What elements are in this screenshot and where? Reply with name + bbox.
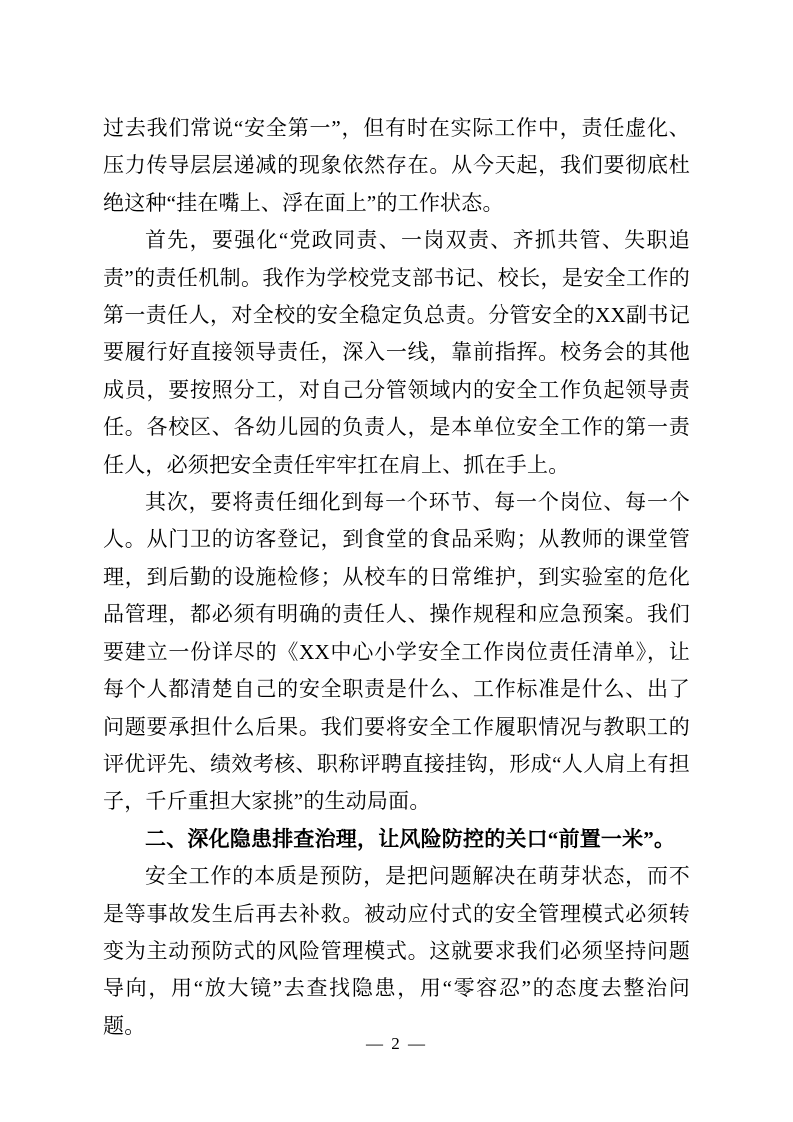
paragraph-first-point: 首先，要强化“党政同责、一岗双责、齐抓共管、失职追责”的责任机制。我作为学校党支部书记、校长，是安全工作的第一责任人，对全校的安全稳定负总责。分管安全的XX副书记要履行好直接领导责任，深入一线，靠前指挥。校务会的其他成员，要按照分工，对自己分管领域内的安全工作负起领导责任。各校区、各幼儿园的负责人，是本单位安全工作的第一责任人，必须把安全责任牢牢扛在肩上、抓在手上。 xyxy=(103,228,690,477)
paragraph-section-intro: 安全工作的本质是预防，是把问题解决在萌芽状态，而不是等事故发生后再去补救。被动应付式的安全管理模式必须转变为主动预防式的风险管理模式。这就要求我们必须坚持问题导向，用“放大镜”去查找隐患，用“零容忍”的态度去整治问题。 xyxy=(103,864,690,1038)
paragraph-second-point: 其次，要将责任细化到每一个环节、每一个岗位、每一个人。从门卫的访客登记，到食堂的食品采购；从教师的课堂管理，到后勤的设施检修；从校车的日常维护，到实验室的危化品管理，都必须有明确的责任人、操作规程和应急预案。我们要建立一份详尽的《XX中心小学安全工作岗位责任清单》，让每个人都清楚自己的安全职责是什么、工作标准是什么、出了问题要承担什么后果。我们要将安全工作履职情况与教职工的评优评先、绩效考核、职称评聘直接挂钩，形成“人人肩上有担子，千斤重担大家挑”的生动局面。 xyxy=(103,490,690,814)
page-number: — 2 — xyxy=(366,1034,427,1053)
paragraph-continuation: 过去我们常说“安全第一”，但有时在实际工作中，责任虚化、压力传导层层递减的现象依然存在。从今天起，我们要彻底杜绝这种“挂在嘴上、浮在面上”的工作状态。 xyxy=(103,116,690,215)
document-body xyxy=(103,110,690,1045)
section-heading: 二、深化隐患排查治理，让风险防控的关口“前置一米”。 xyxy=(145,826,676,851)
